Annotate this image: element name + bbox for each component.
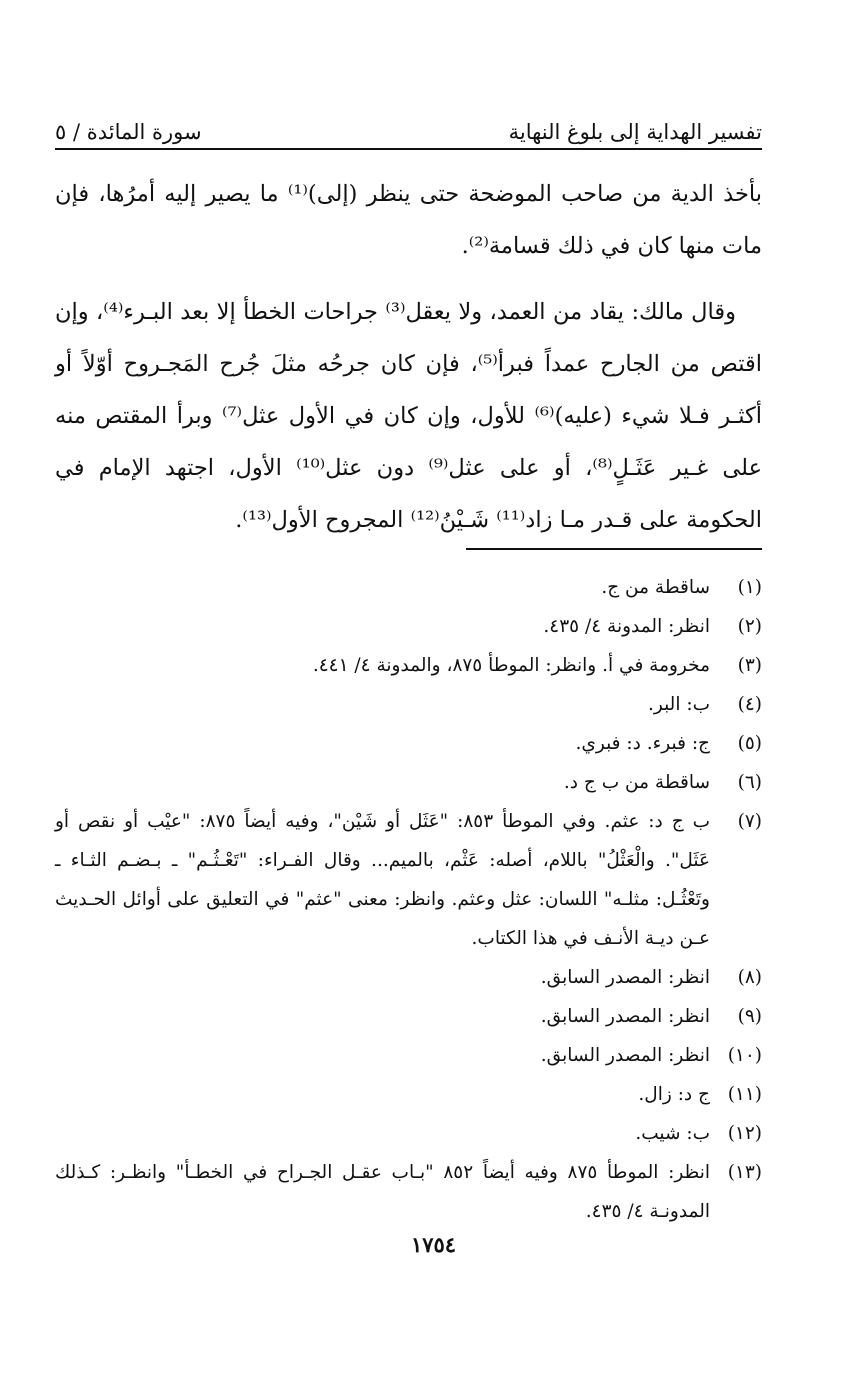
surah-name: سورة المائدة / ٥ [55,120,202,144]
paragraph: بأخذ الدية من صاحب الموضحة حتى ينظر (إلى)⁽¹⁾ ما يصير إليه أمرُها، فإن مات منها كان في ذلك قسامة⁽²⁾. [55,181,762,259]
footnote-number: (٤) [737,694,762,715]
footnote [55,724,762,763]
footnotes [55,568,762,1231]
footnote-separator [466,548,762,550]
footnote-text: ساقطة من ج. [601,577,710,598]
footnote-text: ب: البر. [648,694,710,715]
footnote-number: (١) [737,577,762,598]
footnote [55,607,762,646]
footnote [55,997,762,1036]
footnote-number: (١٢) [727,1123,762,1144]
footnote [55,568,762,607]
running-header [55,108,762,144]
footnote-text: ج: فبرء. د: فبري. [575,733,710,754]
footnote [55,1036,762,1075]
footnote-number: (١٣) [727,1162,762,1183]
footnote-number: (٨) [737,967,762,988]
header-rule [55,148,762,150]
footnote-text: انظر: المدونة ٤/ ٤٣٥. [543,616,710,637]
footnote-text: انظر: الموطأ ٨٧٥ وفيه أيضاً ٨٥٢ "بـاب عقـل الجـراح في الخطـأ" وانظـر: كـذلك المدونـة ٤/ ٤٣٥. [55,1162,711,1222]
footnote [55,685,762,724]
footnote-text: ب ج د: عثم. وفي الموطأ ٨٥٣: "عَثَل أو شَيْن"، وفيه أيضاً ٨٧٥: "عيْب أو نقص أو عَثَل". والْعَثْلُ" باللام، أصله: عَثْم، بالميم... وقال الفـراء: "تَعْـثُـم" ـ بـضـم الثـاء ـ وتَعْثُـل: مثلـه" اللسان: عثل وعثم. وانظر: معنى "عثم" في التعليق على أوائل الحـديث عـن ديـة الأنـف في هذا الكتاب. [55,811,711,949]
paragraph: وقال مالك: يقاد من العمد، ولا يعقل⁽³⁾ جراحات الخطأ إلا بعد البـرء⁽⁴⁾، وإن اقتص من الجارح عمداً فبرأ⁽⁵⁾، فإن كان جرحُه مثلَ جُرح المَجـروح أوّلاً أو أكثـر فـلا شيء (عليه)⁽⁶⁾ للأول، وإن كان في الأول عثل⁽⁷⁾ وبرأ المقتص منه على غـير عَثَـلٍ⁽⁸⁾، أو على عثل⁽⁹⁾ دون عثل⁽¹⁰⁾ الأول، اجتهد الإمام في الحكومة على قـدر مـا زاد⁽¹¹⁾ شَـيْنُ⁽¹²⁾ المجروح الأول⁽¹³⁾. [55,299,763,533]
footnote-number: (١٠) [727,1045,762,1066]
footnote-number: (٣) [737,655,762,676]
footnote [55,1153,762,1231]
footnote-text: انظر: المصدر السابق. [540,1006,710,1027]
footnote [55,802,762,958]
footnote-number: (٧) [737,811,762,832]
footnote [55,1075,762,1114]
footnote-number: (٦) [737,772,762,793]
footnote-text: ج د: زال. [638,1084,710,1105]
page-number: ١٧٥٤ [410,1232,457,1257]
book-title: تفسير الهداية إلى بلوغ النهاية [508,120,762,144]
footnote-text: ساقطة من ب ج د. [563,772,710,793]
footnote [55,763,762,802]
footnote [55,646,762,685]
footnote-number: (٩) [737,1006,762,1027]
footnote-text: انظر: المصدر السابق. [540,1045,710,1066]
footnote [55,1114,762,1153]
main-text [55,168,762,546]
footnote-text: ب: شيب. [635,1123,710,1144]
footnote-text: مخرومة في أ. وانظر: الموطأ ٨٧٥، والمدونة ٤/ ٤٤١. [312,655,710,676]
footnote-text: انظر: المصدر السابق. [540,967,710,988]
footnote-number: (١١) [727,1084,762,1105]
footnote-number: (٥) [737,733,762,754]
footnote [55,958,762,997]
footnote-number: (٢) [737,616,762,637]
